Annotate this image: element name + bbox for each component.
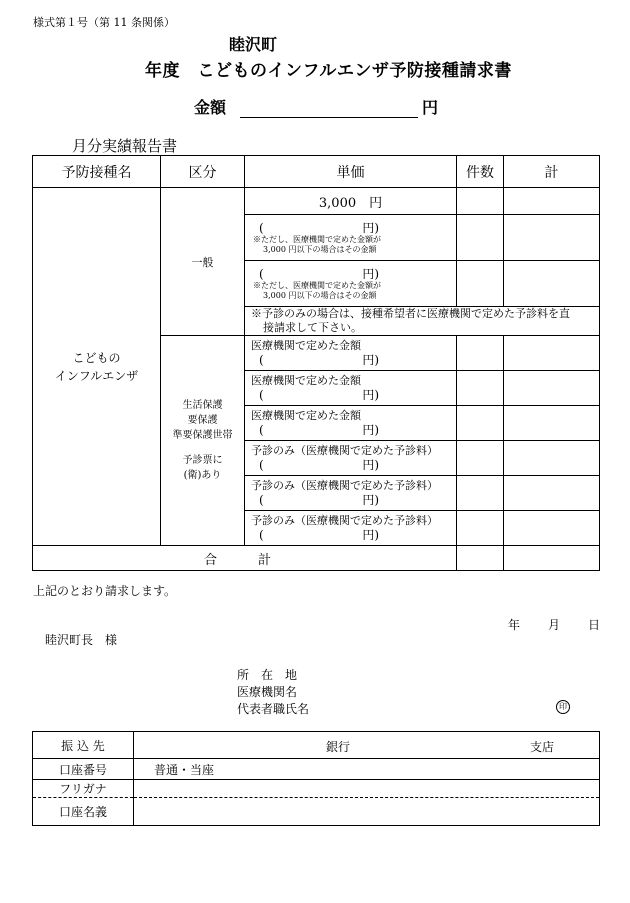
- address-label: 所 在 地: [237, 668, 298, 682]
- sum-cell[interactable]: [504, 261, 600, 307]
- category-special: 生活保護 要保護 準要保護世帯 予診票に (衛)あり: [161, 336, 245, 546]
- vaccine-line-2: インフルエンザ: [54, 368, 139, 383]
- claim-statement: 上記のとおり請求します。: [33, 584, 177, 598]
- prediag-note: ※予診のみの場合は、接種希望者に医療機関で定めた予診料を直 接請求して下さい。: [245, 307, 600, 336]
- price-variable-1[interactable]: ( 円) ※ただし、医療機関で定めた金額が 3,000 円以下の場合はその金額: [245, 215, 457, 261]
- header-sum: 計: [504, 156, 600, 188]
- applicant-block: [237, 667, 309, 718]
- amount-blank[interactable]: [240, 101, 418, 118]
- special-price-3[interactable]: 医療機関で定めた金額 ( 円): [245, 406, 457, 441]
- account-name-cell[interactable]: [134, 798, 600, 826]
- total-count[interactable]: [457, 546, 504, 571]
- sum-cell[interactable]: [504, 441, 600, 476]
- count-cell[interactable]: [457, 406, 504, 441]
- header-price: 単価: [245, 156, 457, 188]
- header-count: 件数: [457, 156, 504, 188]
- vaccine-line-1: こどもの: [72, 350, 121, 365]
- bank-branch-cell[interactable]: [134, 732, 600, 759]
- amount-label: 金額: [194, 98, 227, 117]
- furigana-cell[interactable]: [134, 780, 600, 798]
- date-line[interactable]: 年 月 日: [508, 618, 601, 632]
- header-vaccine: 予防接種名: [33, 156, 161, 188]
- sum-cell[interactable]: [504, 406, 600, 441]
- category-general: 一般: [161, 188, 245, 336]
- report-table: [32, 155, 600, 571]
- sum-cell[interactable]: [504, 371, 600, 406]
- sum-cell[interactable]: [504, 215, 600, 261]
- branch-label: 支店: [530, 740, 555, 754]
- count-cell[interactable]: [457, 215, 504, 261]
- bank-table: [32, 731, 600, 826]
- count-cell[interactable]: [457, 371, 504, 406]
- vaccine-name: [33, 188, 161, 546]
- sum-cell[interactable]: [504, 476, 600, 511]
- count-cell[interactable]: [457, 336, 504, 371]
- account-no-cell[interactable]: 普通・当座: [134, 759, 600, 780]
- count-cell[interactable]: [457, 441, 504, 476]
- institution-label: 医療機関名: [237, 685, 298, 699]
- count-cell[interactable]: [457, 188, 504, 215]
- sum-cell[interactable]: [504, 336, 600, 371]
- seal-mark: 印: [556, 700, 570, 714]
- special-prediag-2[interactable]: 予診のみ（医療機関で定めた予診料） ( 円): [245, 476, 457, 511]
- report-title: 月分実績報告書: [72, 137, 178, 155]
- count-cell[interactable]: [457, 511, 504, 546]
- total-label: 合 計: [33, 546, 457, 571]
- form-title: 年度 こどものインフルエンザ予防接種請求書: [145, 61, 512, 81]
- representative-label: 代表者職氏名: [237, 702, 310, 716]
- special-prediag-3[interactable]: 予診のみ（医療機関で定めた予診料） ( 円): [245, 511, 457, 546]
- form-number: 様式第１号（第 11 条関係）: [33, 16, 175, 29]
- sum-cell[interactable]: [504, 188, 600, 215]
- total-sum[interactable]: [504, 546, 600, 571]
- header-category: 区分: [161, 156, 245, 188]
- town-name: 睦沢町: [229, 35, 278, 54]
- addressee: 睦沢町長 様: [45, 633, 118, 647]
- price-fixed: 3,000 円: [245, 188, 457, 215]
- account-no-label: 口座番号: [33, 759, 134, 780]
- payee-label: 振 込 先: [33, 732, 134, 759]
- sum-cell[interactable]: [504, 511, 600, 546]
- furigana-label: フリガナ: [33, 780, 134, 798]
- bank-label: 銀行: [326, 740, 351, 754]
- account-name-label: 口座名義: [33, 798, 134, 826]
- amount-row: [194, 95, 438, 118]
- special-price-2[interactable]: 医療機関で定めた金額 ( 円): [245, 371, 457, 406]
- special-prediag-1[interactable]: 予診のみ（医療機関で定めた予診料） ( 円): [245, 441, 457, 476]
- count-cell[interactable]: [457, 476, 504, 511]
- amount-yen: 円: [422, 98, 439, 117]
- price-variable-2[interactable]: ( 円) ※ただし、医療機関で定めた金額が 3,000 円以下の場合はその金額: [245, 261, 457, 307]
- special-price-1[interactable]: 医療機関で定めた金額 ( 円): [245, 336, 457, 371]
- count-cell[interactable]: [457, 261, 504, 307]
